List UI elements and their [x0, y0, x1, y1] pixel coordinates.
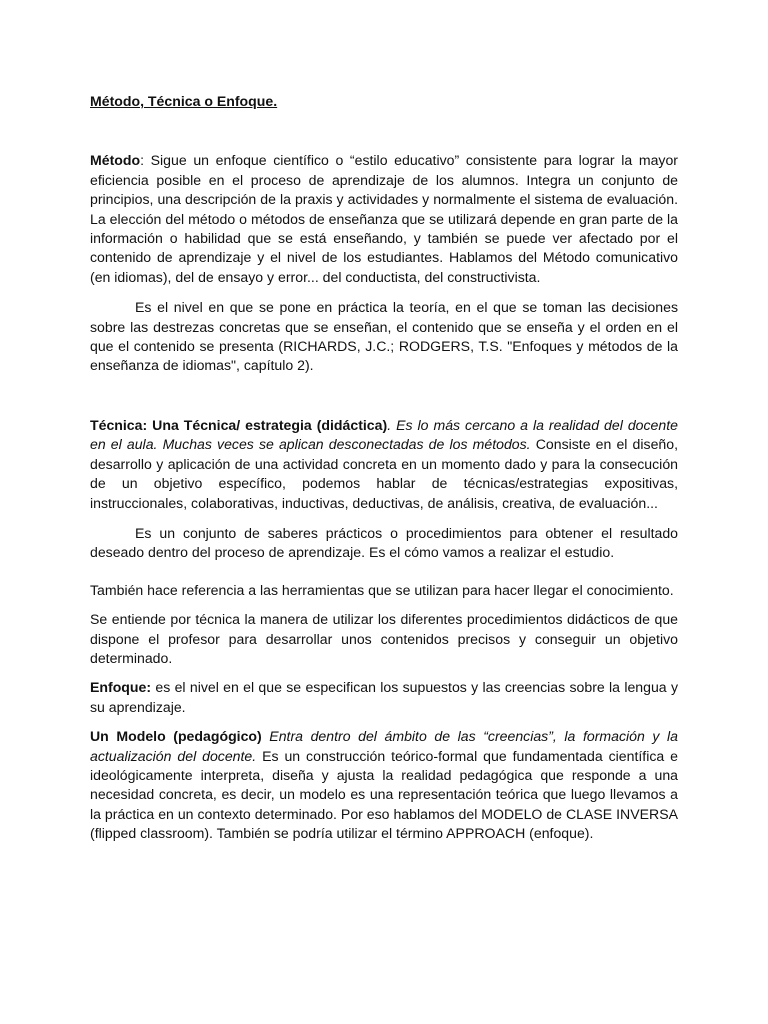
- enfoque-text: es el nivel en el que se especifican los supuestos y las creencias sobre la lengua y su aprendizaje.: [90, 679, 678, 715]
- enfoque-term: Enfoque:: [90, 679, 152, 696]
- nivel-paragraph: Es el nivel en que se pone en práctica la teoría, en el que se toman las decisiones sobre las destrezas concretas que se enseñan, el contenido que se enseña y el orden en el que el contenido se presenta (RICHARDS, J.C.; RODGERS, T.S. "Enfoques y métodos de la enseñanza de idiomas", capítulo 2).: [90, 299, 678, 374]
- tecnica-italic: . Es lo más cercano a la realidad del docente en el aula. Muchas veces se aplican desconectadas de los métodos.: [90, 416, 678, 453]
- entiende-paragraph: Se entiende por técnica la manera de utilizar los diferentes procedimientos didácticos de que dispone el profesor para desarrollar unos contenidos precisos y conseguir un objetivo determinado.: [90, 611, 678, 666]
- tambien-paragraph: También hace referencia a las herramientas que se utilizan para hacer llegar el conocimiento.: [90, 581, 674, 598]
- modelo-italic: Entra dentro del ámbito de las “creencias”, la formación y la actualización del docente.: [90, 728, 678, 764]
- modelo-paragraph: [90, 727, 678, 843]
- modelo-term: Un Modelo (pedagógico): [90, 728, 262, 745]
- conjunto-paragraph: Es un conjunto de saberes prácticos o procedimientos para obtener el resultado deseado dentro del proceso de aprendizaje. Es el cómo vamos a realizar el estudio.: [90, 524, 678, 561]
- tecnica-term: Técnica: Una Técnica/ estrategia (didáctica): [90, 416, 388, 433]
- tecnica-paragraph: [90, 416, 678, 513]
- modelo-text: Es un construcción teórico-formal que fundamentada científica e ideológicamente interpreta, diseña y ajusta la realidad pedagógica que responde a una necesidad concreta, es decir, un modelo es una representación teórica que luego llevamos a la práctica en un contexto determinado. Por eso hablamos del MODELO de CLASE INVERSA (flipped classroom). También se podría utilizar el término APPROACH (enfoque).: [90, 747, 678, 842]
- metodo-paragraph: [90, 151, 678, 287]
- document-title: Método, Técnica o Enfoque.: [90, 93, 278, 109]
- enfoque-paragraph: [90, 678, 678, 717]
- document-page: [90, 92, 678, 844]
- metodo-text: : Sigue un enfoque científico o “estilo educativo” consistente para lograr la mayor eficiencia posible en el proceso de aprendizaje de los alumnos. Integra un conjunto de principios, una descripción de la praxis y actividades y normalmente el sistema de evaluación. La elección del método o métodos de enseñanza que se utilizará depende en gran parte de la información o habilidad que se está enseñando, y también se puede ver afectado por el contenido de aprendizaje y el nivel de los estudiantes. Hablamos del Método comunicativo (en idiomas), del de ensayo y error... del conductista, del constructivista.: [90, 152, 678, 285]
- tecnica-text: Consiste en el diseño, desarrollo y aplicación de una actividad concreta en un momento dado y para la consecución de un objetivo específico, podemos hablar de técnicas/estrategias expositivas, instruccionales, colaborativas, inductivas, deductivas, de análisis, creativa, de evaluación...: [90, 436, 678, 511]
- metodo-term: Método: [90, 152, 141, 169]
